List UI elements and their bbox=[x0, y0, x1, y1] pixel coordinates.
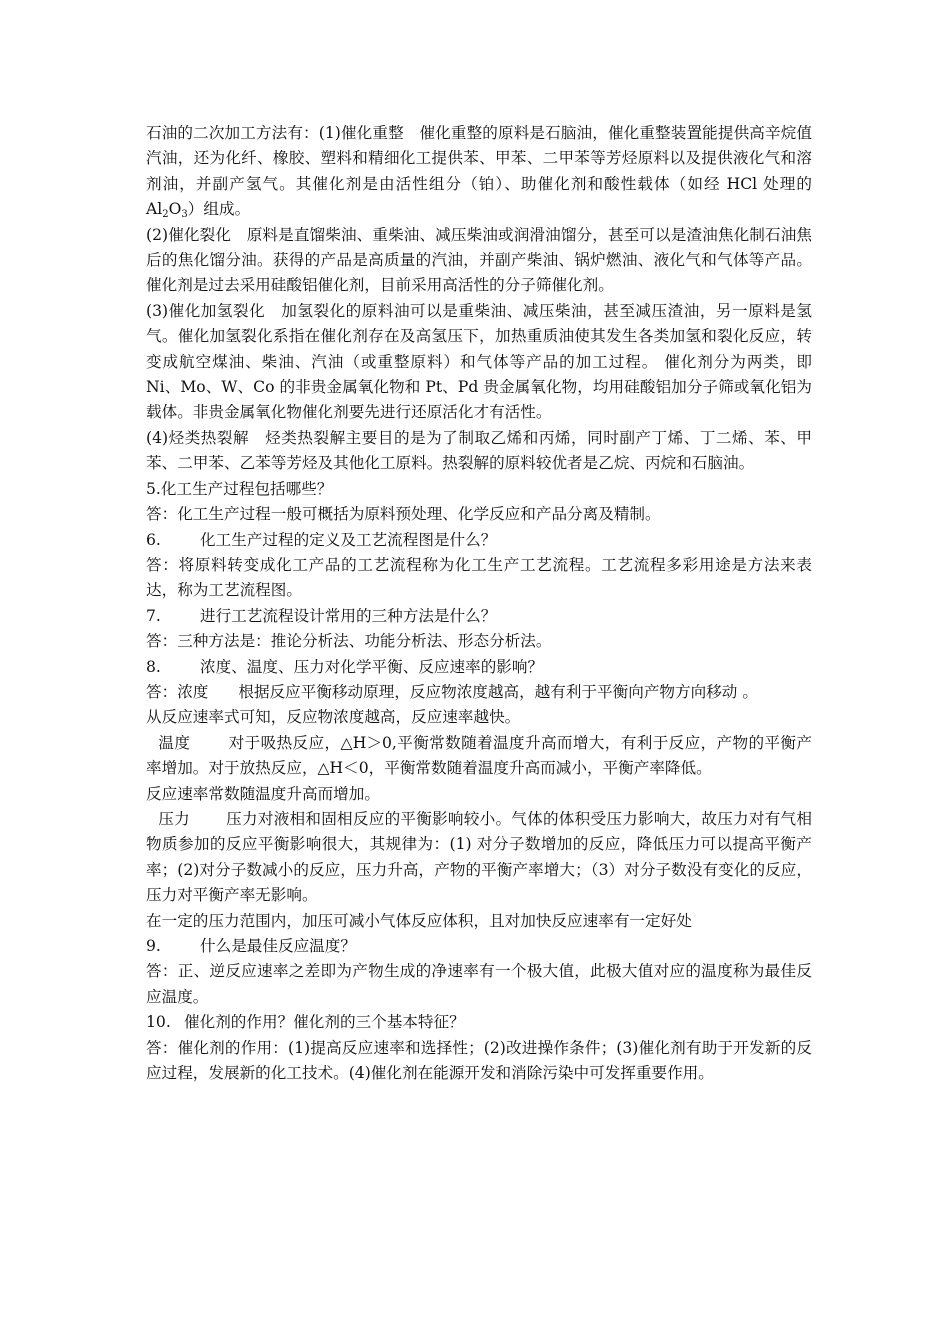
paragraph-hydrocracking: (3)催化加氢裂化 加氢裂化的原料油可以是重柴油、减压柴油，甚至减压渣油，另一原料是氢气。催化加氢裂化系指在催化剂存在及高氢压下，加热重质油使其发生各类加氢和裂化反应，转变成航空煤油、柴油、汽油（或重整原料）和气体等产品的加工过程。 催化剂分为两类，即 Ni、Mo、W、Co 的非贵金属氧化物和 Pt、Pd 贵金属氧化物，均用硅酸铝加分子筛或氧化铝为载体。非贵金属氧化物催化剂要先进行还原活化才有活性。 bbox=[146, 301, 812, 422]
document-page bbox=[146, 121, 812, 1086]
answer-10: 答：催化剂的作用：(1)提高反应速率和选择性；(2)改进操作条件；(3)催化剂有助于开发新的反应过程，发展新的化工技术。(4)催化剂在能源开发和消除污染中可发挥重要作用。 bbox=[146, 1038, 812, 1083]
question-number: 7. bbox=[146, 606, 161, 625]
answer-8-concentration-rate: 从反应速率式可知，反应物浓度越高，反应速率越快。 bbox=[146, 708, 521, 727]
question-9: 9. 什么是最佳反应温度？ bbox=[146, 934, 812, 959]
answer-9: 答：正、逆反应速率之差即为产物生成的净速率有一个极大值，此极大值对应的温度称为最佳反应温度。 bbox=[146, 962, 812, 1006]
answer-8-concentration: 答：浓度 根据反应平衡移动原理，反应物浓度越高，越有利于平衡向产物方向移动 。 bbox=[146, 682, 758, 701]
answer-8-pressure: 压力 压力对液相和固相反应的平衡影响较小。气体的体积受压力影响大，故压力对有气相物质参加的反应平衡影响很大，其规律为：(1) 对分子数增加的反应，降低压力可以提高平衡产率；(2)对分子数减小的反应，压力升高，产物的平衡产率增大；（3）对分子数没有变化的反应，压力对平衡产率无影响。 bbox=[146, 809, 812, 905]
paragraph-catalytic-reforming: 石油的二次加工方法有：(1)催化重整 催化重整的原料是石脑油，催化重整装置能提供高辛烷值汽油，还为化纤、橡胶、塑料和精细化工提供苯、甲苯、二甲苯等芳烃原料以及提供液化气和溶剂油，并副产氢气。其催化剂是由活性组分（铂）、助催化剂和酸性载体（如经 HCl 处理的 $Al_2O_3$）组成。 bbox=[146, 124, 812, 221]
paragraph-catalytic-cracking: (2)催化裂化 原料是直馏柴油、重柴油、减压柴油或润滑油馏分，甚至可以是渣油焦化制石油焦后的焦化馏分油。获得的产品是高质量的汽油，并副产柴油、锅炉燃油、液化气和气体等产品。催化剂是过去采用硅酸铝催化剂，目前采用高活性的分子筛催化剂。 bbox=[146, 225, 812, 295]
answer-8-temperature: 温度 对于吸热反应，△H＞0,平衡常数随着温度升高而增大，有利于反应，产物的平衡产率增加。对于放热反应，△H＜0，平衡常数随着温度升高而减小，平衡产率降低。 bbox=[146, 733, 812, 778]
answer-5: 答：化工生产过程一般可概括为原料预处理、化学反应和产品分离及精制。 bbox=[146, 505, 661, 524]
paragraph-thermal-cracking: (4)烃类热裂解 烃类热裂解主要目的是为了制取乙烯和丙烯，同时副产丁烯、丁二烯、苯、甲苯、二甲苯、乙苯等芳烃及其他化工原料。热裂解的原料较优者是乙烷、丙烷和石脑油。 bbox=[146, 428, 812, 473]
answer-8-pressure-rate: 在一定的压力范围内，加压可减小气体反应体积，且对加快反应速率有一定好处 bbox=[146, 911, 692, 930]
question-10: 10. 催化剂的作用？催化剂的三个基本特征？ bbox=[146, 1010, 812, 1035]
question-5: 5.化工生产过程包括哪些？ bbox=[146, 479, 333, 498]
answer-6: 答：将原料转变成化工产品的工艺流程称为化工生产工艺流程。工艺流程多彩用途是方法来表达，称为工艺流程图。 bbox=[146, 555, 812, 600]
question-number: 8. bbox=[146, 657, 161, 676]
question-7: 7. 进行工艺流程设计常用的三种方法是什么？ bbox=[146, 604, 812, 629]
answer-8-temperature-rate: 反应速率常数随温度升高而增加。 bbox=[146, 784, 380, 803]
question-number: 6. bbox=[146, 530, 161, 549]
question-8: 8. 浓度、温度、压力对化学平衡、反应速率的影响？ bbox=[146, 655, 812, 680]
question-6: 6. 化工生产过程的定义及工艺流程图是什么？ bbox=[146, 528, 812, 553]
question-number: 10. bbox=[146, 1013, 171, 1032]
answer-7: 答：三种方法是：推论分析法、功能分析法、形态分析法。 bbox=[146, 632, 552, 651]
question-number: 9. bbox=[146, 937, 161, 955]
